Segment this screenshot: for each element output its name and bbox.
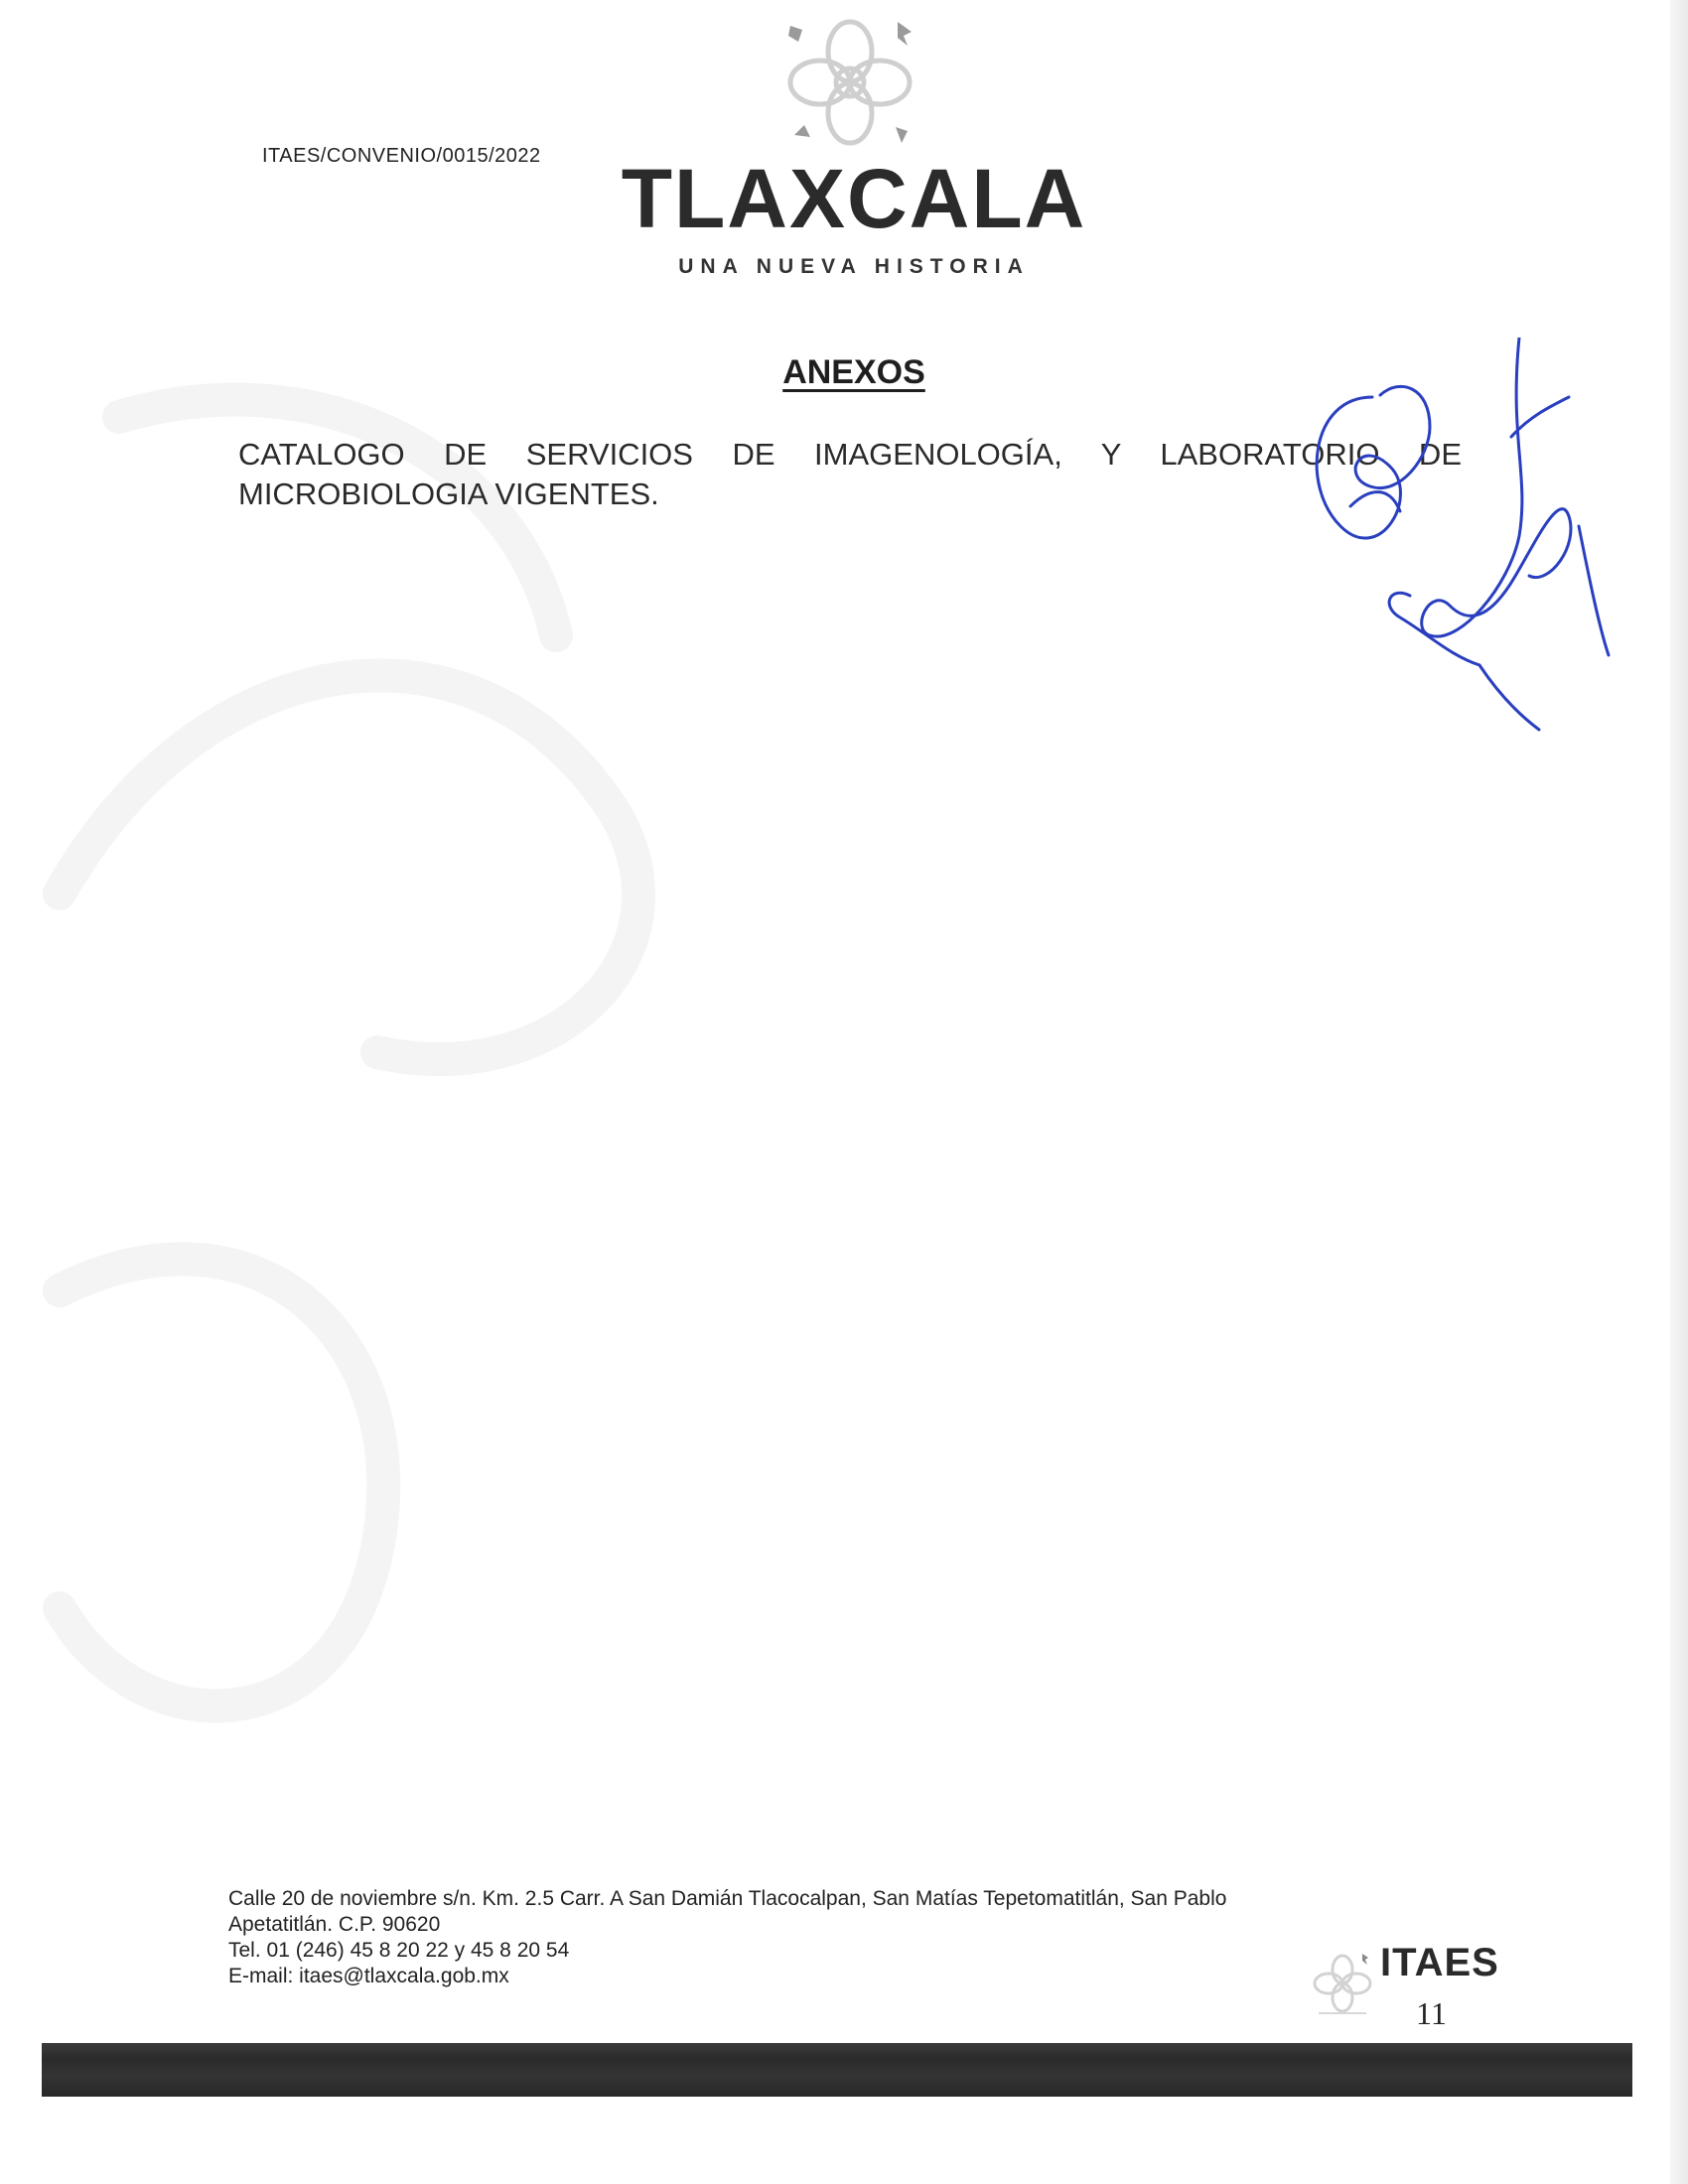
tlaxcala-seal-icon (771, 8, 929, 157)
footer-address (228, 1886, 1420, 1989)
brand-title: TLAXCALA (621, 152, 1087, 245)
footer-bar (42, 2043, 1632, 2097)
annex-body (238, 435, 1462, 514)
annex-heading: ANEXOS (782, 353, 925, 391)
document-reference: ITAES/CONVENIO/0015/2022 (262, 145, 541, 167)
address-line: Calle 20 de noviembre s/n. Km. 2.5 Carr. A San Damián Tlacocalpan, San Matías Tepetomatitlán, San Pablo (228, 1887, 1227, 1910)
annex-line-1: CATALOGO DE SERVICIOS DE IMAGENOLOGÍA, Y LABORATORIO DE (238, 437, 1462, 472)
page-number: 11 (1416, 1995, 1447, 2031)
itaes-wordmark: ITAES (1380, 1941, 1499, 1984)
itaes-seal-icon (1309, 1948, 1376, 2019)
brand-tagline: UNA NUEVA HISTORIA (678, 255, 1030, 278)
email-line: E-mail: itaes@tlaxcala.gob.mx (228, 1965, 509, 1987)
address-line: Apetatitlán. C.P. 90620 (228, 1913, 441, 1936)
phone-line: Tel. 01 (246) 45 8 20 22 y 45 8 20 54 (228, 1939, 570, 1962)
handwritten-signature (1281, 338, 1618, 735)
annex-line-2: MICROBIOLOGIA VIGENTES. (238, 477, 659, 511)
